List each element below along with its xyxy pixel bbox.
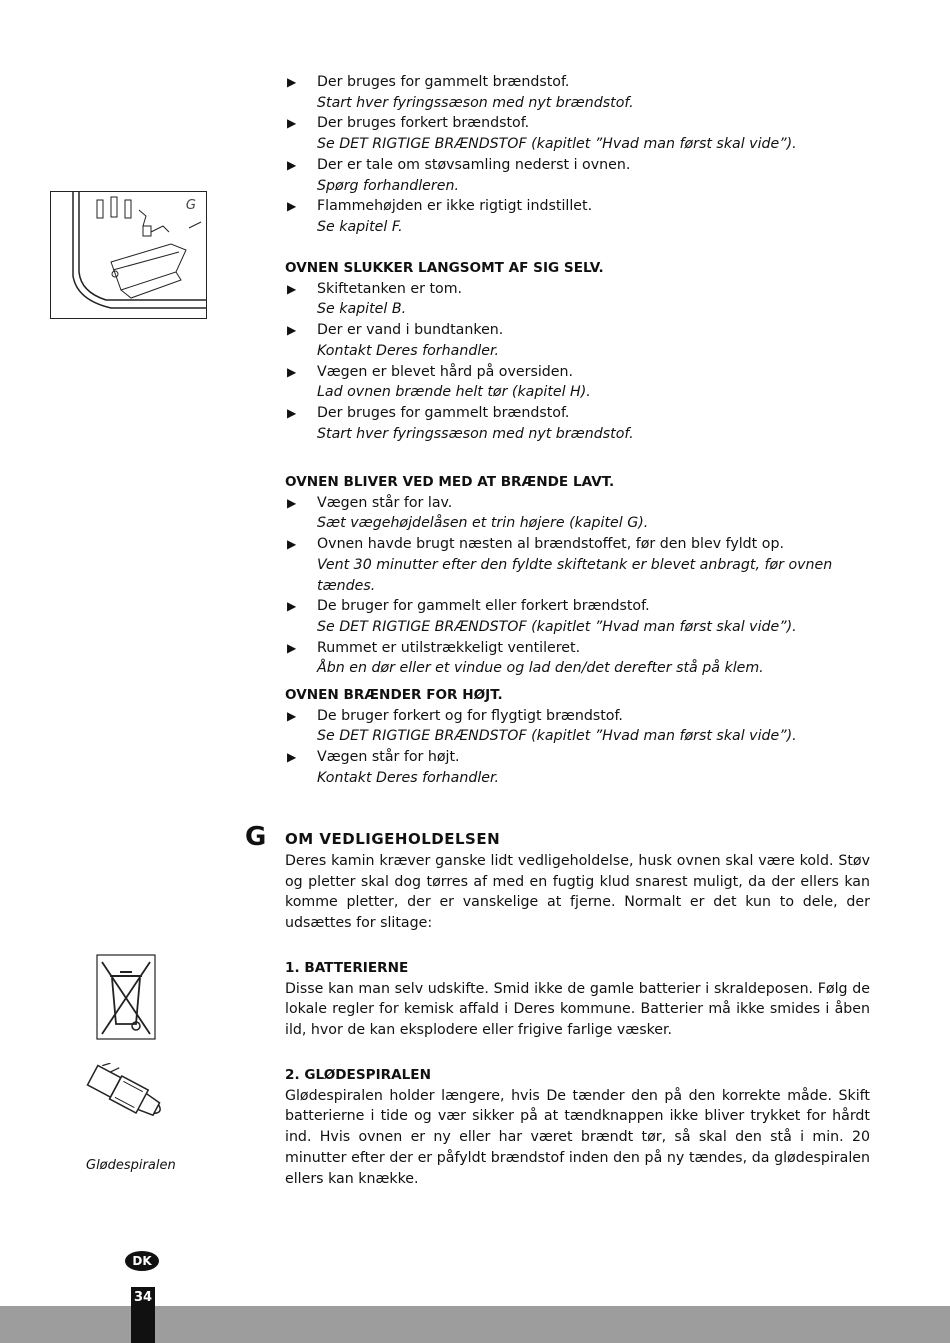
remedy-text: Se kapitel F.: [317, 218, 403, 235]
list-item: [285, 534, 870, 596]
bullet-arrow-icon: ▶: [287, 750, 297, 765]
section-title: OM VEDLIGEHOLDELSEN: [285, 830, 501, 848]
heater-wick-figure: [51, 192, 206, 318]
bullet-arrow-icon: ▶: [287, 495, 297, 510]
cause-text: Der bruges forkert brændstof.: [317, 115, 530, 132]
cause-text: Der bruges for gammelt brændstof.: [317, 404, 570, 421]
sub-heading: 2. GLØDESPIRALEN: [285, 1067, 431, 1083]
cause-text: Der er vand i bundtanken.: [317, 322, 504, 339]
figure-label-g: G: [185, 198, 196, 213]
remedy-text: Start hver fyringssæson med nyt brændstof.: [317, 94, 634, 111]
cause-text: Vægen står for højt.: [317, 749, 460, 766]
page-number: 34: [133, 1290, 153, 1305]
troubleshoot-block-1: [285, 72, 870, 238]
heater-figure-g: [50, 191, 207, 319]
sub-heading: 1. BATTERIERNE: [285, 960, 409, 976]
batteries-section: [285, 958, 870, 1041]
remedy-text: Vent 30 minutter efter den fyldte skiftetank er blevet anbragt, før ovnen tændes.: [317, 556, 833, 594]
list-item: [285, 706, 870, 747]
remedy-text: Se DET RIGTIGE BRÆNDSTOF (kapitlet ”Hvad man først skal vide”).: [317, 136, 797, 153]
section-heading: OVNEN SLUKKER LANGSOMT AF SIG SELV.: [285, 260, 604, 276]
cause-text: Vægen står for lav.: [317, 494, 453, 511]
bullet-arrow-icon: ▶: [287, 405, 297, 420]
remedy-text: Spørg forhandleren.: [317, 177, 459, 194]
list-item: [285, 155, 870, 196]
bullet-arrow-icon: ▶: [287, 116, 297, 131]
glow-plug-caption: Glødespiralen: [86, 1158, 176, 1173]
glow-section: [285, 1065, 870, 1189]
section-lavt: [285, 472, 870, 679]
list-item: [285, 362, 870, 403]
crossed-bin-icon: [96, 954, 156, 1040]
bullet-arrow-icon: ▶: [287, 199, 297, 214]
list-item: [285, 279, 870, 320]
remedy-text: Se kapitel B.: [317, 301, 407, 318]
cause-text: Flammehøjden er ikke rigtigt indstillet.: [317, 198, 593, 215]
cause-text: Vægen er blevet hård på oversiden.: [317, 363, 574, 380]
bullet-arrow-icon: ▶: [287, 708, 297, 723]
section-hojt: [285, 685, 870, 789]
list-item: [285, 403, 870, 444]
section-slukker: [285, 258, 870, 444]
batteries-paragraph: Disse kan man selv udskifte. Smid ikke de gamle batterier i skraldeposen. Følg de lokale regler for kemisk affald i Deres kommune. Batterier må ikke smides i åben ild, hvor de kan eksplodere eller frigive farlige væsker.: [285, 980, 870, 1039]
bullet-arrow-icon: ▶: [287, 599, 297, 614]
bullet-arrow-icon: ▶: [287, 537, 297, 552]
cause-text: De bruger forkert og for flygtigt brændstof.: [317, 707, 623, 724]
cause-text: Der bruges for gammelt brændstof.: [317, 74, 570, 90]
remedy-text: Lad ovnen brænde helt tør (kapitel H).: [317, 384, 591, 401]
bullet-arrow-icon: ▶: [287, 364, 297, 379]
list-item: [285, 72, 870, 113]
cause-text: De bruger for gammelt eller forkert brændstof.: [317, 598, 650, 615]
section-heading: OVNEN BRÆNDER FOR HØJT.: [285, 687, 503, 703]
bullet-arrow-icon: ▶: [287, 640, 297, 655]
cause-text: Ovnen havde brugt næsten al brændstoffet, før den blev fyldt op.: [317, 536, 784, 553]
section-letter: G: [245, 822, 267, 852]
language-badge: DK: [125, 1251, 159, 1271]
glow-paragraph: Glødespiralen holder længere, hvis De tænder den på den korrekte måde. Skift batterierne i tide og vær sikker på at tændknappen ikke bliver trykket for hårdt ind. Hvis ovnen er ny eller har været brændt tør, så skal den stå i min. 20 minutter efter der er påfyldt brændstof inden den på ny tændes, da glødespiralen ellers kan knække.: [285, 1087, 870, 1187]
bullet-arrow-icon: ▶: [287, 157, 297, 172]
remedy-text: Se DET RIGTIGE BRÆNDSTOF (kapitlet ”Hvad man først skal vide”).: [317, 618, 797, 635]
list-item: [285, 320, 870, 361]
bullet-arrow-icon: ▶: [287, 281, 297, 296]
list-item: [285, 113, 870, 154]
bullet-arrow-icon: ▶: [287, 75, 297, 89]
cause-text: Skiftetanken er tom.: [317, 280, 463, 297]
section-heading: OVNEN BLIVER VED MED AT BRÆNDE LAVT.: [285, 474, 615, 490]
list-item: [285, 747, 870, 788]
remedy-text: Start hver fyringssæson med nyt brændstof.: [317, 425, 634, 442]
list-item: [285, 596, 870, 637]
list-item: [285, 196, 870, 237]
cause-text: Rummet er utilstrækkeligt ventileret.: [317, 639, 581, 656]
maintenance-intro: [285, 851, 870, 934]
bullet-arrow-icon: ▶: [287, 323, 297, 338]
intro-paragraph: Deres kamin kræver ganske lidt vedligeholdelse, husk ovnen skal være kold. Støv og pletter skal dog tørres af med en fugtig klud snarest muligt, da der ellers kan komme pletter, der er vanskelige at fjerne. Normalt er det kun to dele, der udsættes for slitage:: [285, 853, 870, 932]
list-item: [285, 493, 870, 534]
remedy-text: Kontakt Deres forhandler.: [317, 769, 500, 786]
remedy-text: Åbn en dør eller et vindue og lad den/det derefter stå på klem.: [317, 660, 764, 677]
glow-plug-figure: [76, 1063, 186, 1135]
remedy-text: Se DET RIGTIGE BRÆNDSTOF (kapitlet ”Hvad man først skal vide”).: [317, 728, 797, 745]
cause-text: Der er tale om støvsamling nederst i ovnen.: [317, 156, 631, 173]
remedy-text: Sæt vægehøjdelåsen et trin højere (kapitel G).: [317, 515, 649, 532]
list-item: [285, 638, 870, 679]
remedy-text: Kontakt Deres forhandler.: [317, 342, 500, 359]
